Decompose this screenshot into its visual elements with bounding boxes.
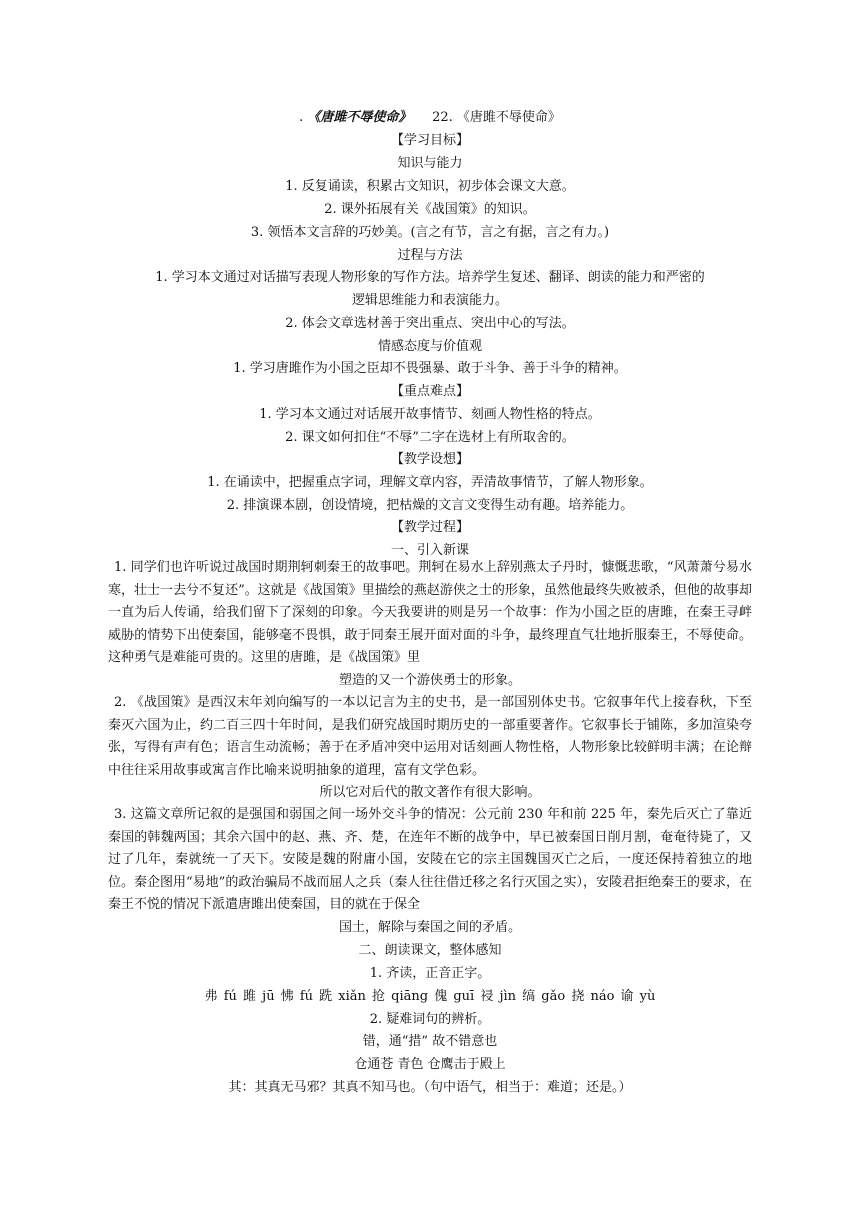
title-bold: 《唐雎不辱使命》 bbox=[307, 110, 412, 125]
process-heading: 过程与方法 bbox=[397, 248, 463, 263]
intro-paragraph-1 bbox=[108, 557, 752, 692]
intro-paragraph-2 bbox=[108, 692, 752, 805]
lesson-title bbox=[130, 106, 730, 125]
key-point-2: 2. 课文如何扣住“不辱”二字在选材上有所取舍的。 bbox=[285, 430, 575, 445]
key-point-1: 1. 学习本文通过对话展开故事情节、刻画人物性格的特点。 bbox=[259, 407, 601, 422]
emotion-heading: 情感态度与价值观 bbox=[377, 339, 482, 354]
title-plain: 22. 《唐雎不辱使命》 bbox=[432, 110, 561, 125]
word-note-3: 其：其真无马邪？其真不知马也。（句中语气，相当于：难道；还是。） bbox=[228, 1080, 632, 1095]
intro-paragraph-1-last: 塑造的又一个游侠勇士的形象。 bbox=[338, 672, 521, 688]
process-item-2: 2. 体会文章选材善于突出重点、突出中心的写法。 bbox=[285, 316, 575, 331]
intro-paragraph-3-last: 国土，解除与秦国之间的矛盾。 bbox=[338, 919, 521, 935]
design-heading: 【教学设想】 bbox=[390, 452, 469, 467]
read-step-2: 2. 疑难词句的辨析。 bbox=[369, 1012, 491, 1027]
key-points-heading: 【重点难点】 bbox=[390, 384, 469, 399]
part2-heading: 二、朗读课文，整体感知 bbox=[358, 943, 502, 958]
word-note-1: 错，通“措” 故不错意也 bbox=[362, 1034, 498, 1049]
read-step-1: 1. 齐读，正音正字。 bbox=[369, 966, 491, 981]
intro-paragraph-3 bbox=[108, 804, 752, 939]
title-prefix: . bbox=[299, 110, 304, 125]
knowledge-heading: 知识与能力 bbox=[397, 156, 463, 171]
knowledge-item-2: 2. 课外拓展有关《战国策》的知识。 bbox=[324, 202, 536, 217]
design-item-2: 2. 排演课本剧，创设情境，把枯燥的文言文变得生动有趣。培养能力。 bbox=[226, 498, 634, 513]
word-note-2: 仓通苍 青色 仓鹰击于殿上 bbox=[354, 1057, 506, 1072]
intro-paragraph-2-last: 所以它对后代的散文著作有很大影响。 bbox=[319, 785, 541, 800]
part1-heading: 一、引入新课 bbox=[390, 543, 469, 558]
intro-paragraph-2-body: 2. 《战国策》是西汉末年刘向编写的一本以记言为主的史书，是一部国别体史书。它叙事年代上接春秋，下至秦灭六国为止，约二百三四十年时间，是我们研究战国时期历史的一部重要著作。它叙事长于铺陈，多加渲染夸张，写得有声有色；语言生动流畅；善于在矛盾冲突中运用对话刻画人物性格，人物形象比较鲜明丰满；在论辩中往往采用故事或寓言作比喻来说明抽象的道理，富有文学色彩。 bbox=[108, 695, 752, 778]
process-item-1-line1: 1. 学习本文通过对话描写表现人物形象的写作方法。培养学生复述、翻译、朗读的能力和严密的 bbox=[155, 270, 705, 285]
process-item-1-line2: 逻辑思维能力和表演能力。 bbox=[351, 293, 508, 308]
emotion-item-1: 1. 学习唐雎作为小国之臣却不畏强暴、敢于斗争、善于斗争的精神。 bbox=[233, 361, 627, 376]
design-item-1: 1. 在诵读中，把握重点字词，理解文章内容，弄清故事情节，了解人物形象。 bbox=[207, 475, 653, 490]
teaching-process-heading: 【教学过程】 bbox=[390, 520, 469, 535]
intro-paragraph-3-body: 3. 这篇文章所记叙的是强国和弱国之间一场外交斗争的情况：公元前 230 年和前 225 年，秦先后灭亡了靠近秦国的韩魏两国；其余六国中的赵、燕、齐、楚，在连年不断的战争中，早已被秦国日削月割，奄奄待毙了，又过了几年，秦就统一了天下。安陵是魏的附庸小国，安陵在它的宗主国魏国灭亡之后，一度还保持着独立的地位。秦企图用“易地”的政治骗局不战而屈人之兵（秦人往往借迁移之名行灭国之实），安陵君拒绝秦王的要求，在秦王不悦的情况下派遣唐雎出使秦国，目的就在于保全 bbox=[108, 807, 752, 912]
pinyin-line: 弗 fú 雎 jū 怫 fú 跣 xiǎn 抢 qiāng 傀 guī 祲 jìn 缟 gǎo 挠 náo 谕 yù bbox=[204, 989, 656, 1004]
intro-paragraph-1-body: 1. 同学们也许听说过战国时期荆轲刺秦王的故事吧。荆轲在易水上辞别燕太子丹时，慷慨悲歌，“风萧萧兮易水寒，壮士一去兮不复还”。这就是《战国策》里描绘的燕赵游侠之士的形象，虽然他最终失败被杀，但他的故事却一直为后人传诵，给我们留下了深刻的印象。今天我要讲的则是另一个故事：作为小国之臣的唐雎，在秦王寻衅威胁的情势下出使秦国，能够毫不畏惧，敢于同秦王展开面对面的斗争，最终理直气壮地折服秦王，不辱使命。这种勇气是难能可贵的。这里的唐雎，是《战国策》里 bbox=[108, 560, 752, 665]
knowledge-item-3: 3. 领悟本文言辞的巧妙美。(言之有节，言之有据，言之有力。) bbox=[250, 225, 610, 240]
knowledge-item-1: 1. 反复诵读，积累古文知识，初步体会课文大意。 bbox=[285, 179, 575, 194]
objectives-heading: 【学习目标】 bbox=[390, 133, 469, 148]
